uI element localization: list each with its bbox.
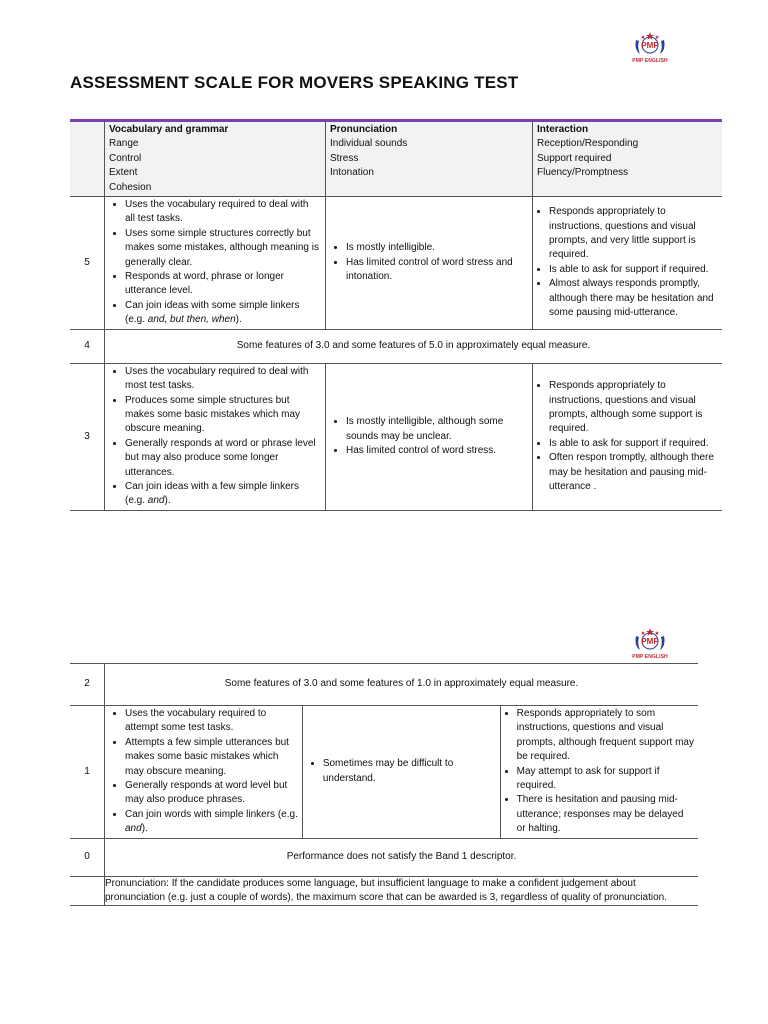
band-5-row — [70, 197, 722, 330]
band-1-pronunciation — [302, 706, 500, 839]
linker-suffix: ). — [235, 314, 242, 326]
descriptor-item: • Almost always responds promptly, although there may be hesitation and some pausing mid-utterance. — [549, 277, 718, 320]
band-5-interaction — [533, 197, 723, 330]
header-line: Fluency/Promptness — [537, 167, 629, 179]
header-title: Vocabulary and grammar — [109, 124, 229, 135]
svg-text:PMP: PMP — [641, 41, 659, 50]
band-1-interaction — [500, 706, 698, 839]
band-4-descriptor: Some features of 3.0 and some features of 5.0 in approximately equal measure. — [105, 329, 723, 363]
pronunciation-note: Pronunciation: If the candidate produces some language, but insufficient language to make a confident judgement about pronunciation (e.g. just a couple of words), the maximum score that can be awarded is 3, regardless of quality of pronunciation. — [105, 876, 699, 905]
header-pronunciation — [326, 121, 533, 197]
note-band-cell — [70, 876, 105, 905]
linker-examples: and — [125, 823, 142, 835]
band-3-vocabulary — [105, 363, 326, 510]
header-line: Cohesion — [109, 181, 152, 193]
pmp-english-logo — [626, 30, 674, 70]
descriptor-item: • Generally responds at word or phrase level but may also produce some longer utterances. — [125, 437, 321, 480]
page-title: ASSESSMENT SCALE FOR MOVERS SPEAKING TEST — [70, 73, 519, 92]
descriptor-item: • Uses the vocabulary required to attempt some test tasks. — [125, 707, 298, 736]
pmp-english-logo — [626, 626, 674, 666]
band-number: 5 — [70, 197, 105, 330]
linker-text: Can join ideas with some simple linkers (e.g. — [125, 299, 300, 326]
band-number: 0 — [70, 838, 105, 876]
band-3-row — [70, 363, 722, 510]
descriptor-item: • Is mostly intelligible. — [346, 241, 528, 255]
assessment-table-upper — [70, 119, 722, 511]
band-0-row — [70, 838, 698, 876]
logo-emblem-icon — [626, 30, 674, 58]
header-line: Stress — [330, 152, 359, 164]
header-line: Support required — [537, 152, 612, 164]
header-line: Extent — [109, 167, 138, 179]
descriptor-item: • Responds appropriately to instructions, questions and visual prompts, and very little support is required. — [549, 205, 718, 263]
band-number: 1 — [70, 706, 105, 839]
descriptor-item: • Has limited control of word stress and intonation. — [346, 256, 528, 285]
band-0-descriptor: Performance does not satisfy the Band 1 descriptor. — [105, 838, 699, 876]
header-line: Individual sounds — [330, 138, 408, 150]
descriptor-item: • Sometimes may be difficult to understand. — [323, 757, 496, 786]
note-row — [70, 876, 698, 905]
descriptor-item: • Responds at word, phrase or longer utterance level. — [125, 270, 321, 299]
descriptor-item: • Has limited control of word stress. — [346, 444, 528, 458]
descriptor-item: • Generally responds at word level but may also produce phrases. — [125, 779, 298, 808]
band-3-interaction — [533, 363, 723, 510]
descriptor-item: • Often respon tromptly, although there may be hesitation and pausing mid-utterance . — [549, 451, 718, 494]
band-2-row — [70, 664, 698, 706]
band-number: 4 — [70, 329, 105, 363]
header-line: Intonation — [330, 167, 374, 179]
descriptor-item: • Uses the vocabulary required to deal with all test tasks. — [125, 198, 321, 227]
logo-emblem-icon — [626, 626, 674, 654]
descriptor-item: • Is able to ask for support if required. — [549, 263, 718, 277]
header-line: Range — [109, 138, 139, 150]
band-1-vocabulary — [105, 706, 303, 839]
band-1-row — [70, 706, 698, 839]
header-title: Pronunciation — [330, 124, 398, 135]
band-number: 2 — [70, 664, 105, 706]
svg-text:PMP: PMP — [641, 637, 659, 646]
linker-examples: and, but then, when — [147, 314, 236, 326]
band-number: 3 — [70, 363, 105, 510]
descriptor-item: • There is hesitation and pausing mid-utterance; responses may be delayed or halting. — [517, 793, 694, 836]
band-2-descriptor: Some features of 3.0 and some features of 1.0 in approximately equal measure. — [105, 664, 699, 706]
linker-examples: and — [147, 495, 165, 507]
header-line: Control — [109, 152, 142, 164]
descriptor-item: • Responds appropriately to som instructions, questions and visual prompts, although frequent support may be required. — [517, 707, 694, 765]
descriptor-item — [125, 480, 321, 509]
descriptor-item: • Is able to ask for support if required. — [549, 437, 718, 451]
header-band-cell — [70, 121, 105, 197]
descriptor-item — [125, 808, 298, 837]
logo-text: PMP ENGLISH — [632, 654, 668, 660]
linker-suffix: ). — [141, 823, 148, 835]
header-interaction — [533, 121, 723, 197]
descriptor-item: • May attempt to ask for support if required. — [517, 765, 694, 794]
descriptor-item: • Uses the vocabulary required to deal with most test tasks. — [125, 365, 321, 394]
descriptor-item: • Responds appropriately to instructions, questions and visual prompts, although some support is required. — [549, 379, 718, 437]
descriptor-item: • Uses some simple structures correctly but makes some mistakes, although meaning is generally clear. — [125, 227, 321, 270]
descriptor-item — [125, 299, 321, 328]
band-3-pronunciation — [326, 363, 533, 510]
band-5-vocabulary — [105, 197, 326, 330]
descriptor-item: • Attempts a few simple utterances but makes some basic mistakes which may obscure meaning. — [125, 736, 298, 779]
header-title: Interaction — [537, 124, 589, 135]
band-5-pronunciation — [326, 197, 533, 330]
band-4-row — [70, 329, 722, 363]
linker-text: Can join words with simple linkers (e.g. — [125, 808, 298, 820]
table-header-row — [70, 121, 722, 197]
descriptor-item: • Is mostly intelligible, although some sounds may be unclear. — [346, 415, 528, 444]
linker-text: Can join ideas with a few simple linkers (e.g. — [125, 480, 299, 507]
linker-suffix: ). — [164, 495, 171, 507]
header-vocabulary-grammar — [105, 121, 326, 197]
assessment-table-lower — [70, 663, 698, 906]
descriptor-item: • Produces some simple structures but makes some basic mistakes which may obscure meaning. — [125, 394, 321, 437]
header-line: Reception/Responding — [537, 138, 639, 150]
logo-text: PMP ENGLISH — [632, 58, 668, 64]
